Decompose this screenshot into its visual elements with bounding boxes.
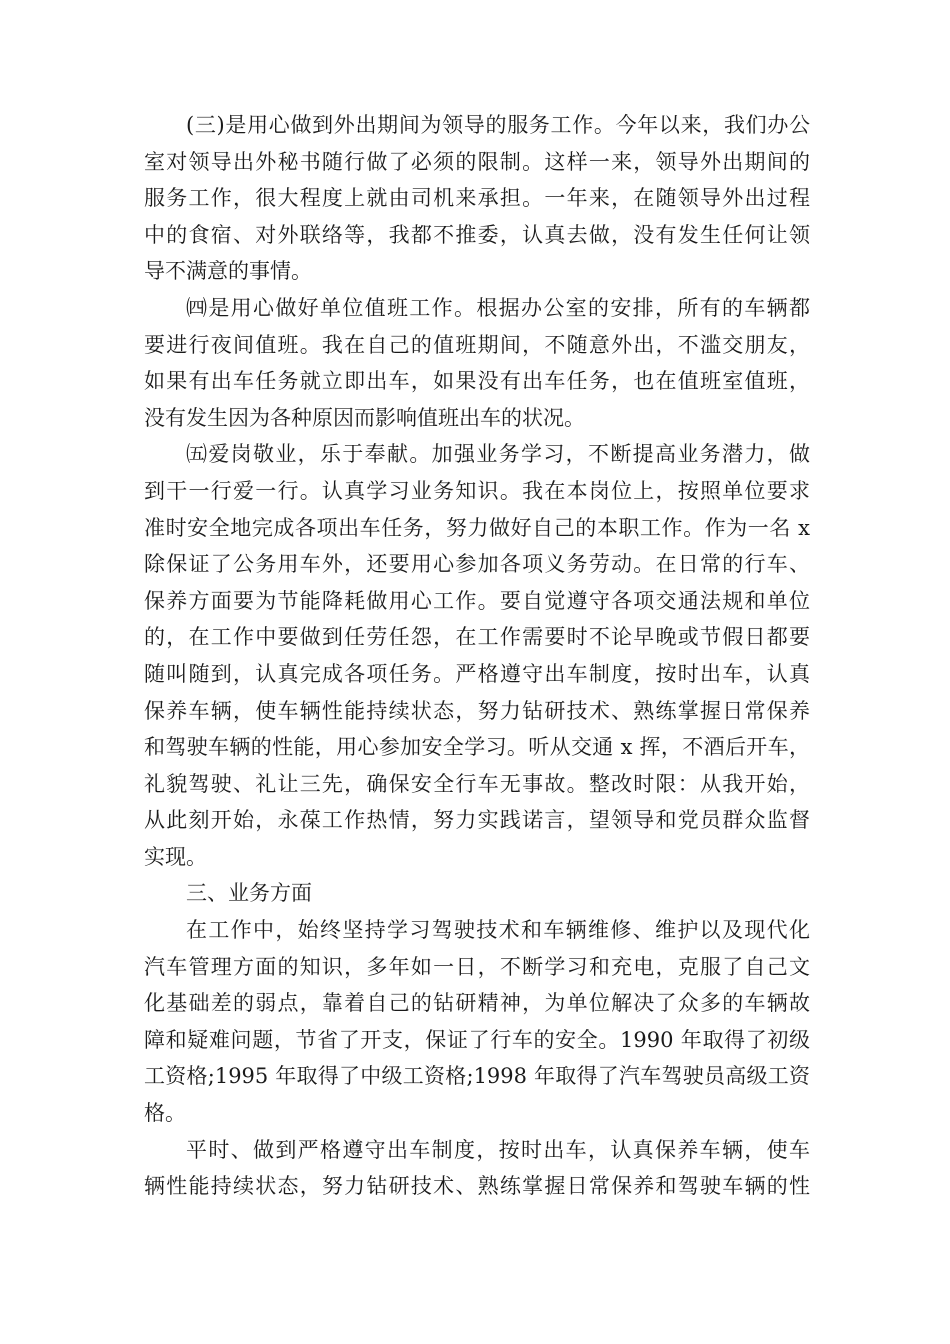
text-line: 实现。 [144, 844, 207, 869]
text-line: 化基础差的弱点，靠着自己的钻研精神，为单位解决了众多的车辆故 [144, 991, 810, 1016]
text-line: 没有发生因为各种原因而影响值班出车的状况。 [144, 405, 585, 430]
text-line: 保养方面要为节能降耗做用心工作。要自觉遵守各项交通法规和单位 [144, 588, 810, 613]
text-line: 准时安全地完成各项出车任务，努力做好自己的本职工作。作为一名 x [144, 515, 810, 540]
text-line: 和驾驶车辆的性能，用心参加安全学习。听从交通 x 挥，不酒后开车， [144, 735, 810, 760]
text-line: 的，在工作中要做到任劳任怨，在工作需要时不论早晚或节假日都要 [144, 625, 810, 650]
text-line: 保养车辆，使车辆性能持续状态，努力钻研技术、熟练掌握日常保养 [144, 698, 810, 723]
text-line: 在工作中，始终坚持学习驾驶技术和车辆维修、维护以及现代化 [186, 918, 810, 943]
text-line: 导不满意的事情。 [144, 259, 312, 284]
text-line: 汽车管理方面的知识，多年如一日，不断学习和充电，克服了自己文 [144, 954, 810, 979]
text-line: 工资格;1995 年取得了中级工资格;1998 年取得了汽车驾驶员高级工资 [144, 1064, 810, 1089]
text-line: 礼貌驾驶、礼让三先，确保安全行车无事故。整改时限：从我开始， [144, 771, 810, 796]
text-line: 格。 [144, 1101, 186, 1126]
text-line: (三)是用心做到外出期间为领导的服务工作。今年以来，我们办公 [186, 113, 810, 137]
text-line: 如果有出车任务就立即出车，如果没有出车任务，也在值班室值班， [144, 369, 810, 394]
text-line: ㈣是用心做好单位值班工作。根据办公室的安排，所有的车辆都 [186, 295, 810, 320]
text-line: 到干一行爱一行。认真学习业务知识。我在本岗位上，按照单位要求 [144, 478, 810, 503]
text-line: 室对领导出外秘书随行做了必须的限制。这样一来，领导外出期间的 [144, 149, 810, 174]
text-line: 除保证了公务用车外，还要用心参加各项义务劳动。在日常的行车、 [144, 552, 810, 577]
text-line: 平时、做到严格遵守出车制度，按时出车，认真保养车辆，使车 [186, 1137, 810, 1162]
text-line: 辆性能持续状态，努力钻研技术、熟练掌握日常保养和驾驶车辆的性 [144, 1174, 810, 1199]
text-line: 中的食宿、对外联络等，我都不推委，认真去做，没有发生任何让领 [144, 222, 810, 247]
text-line: 随叫随到，认真完成各项任务。严格遵守出车制度，按时出车，认真 [144, 661, 810, 686]
text-line: ㈤爱岗敬业，乐于奉献。加强业务学习，不断提高业务潜力，做 [186, 442, 810, 467]
text-line: 障和疑难问题，节省了开支，保证了行车的安全。1990 年取得了初级 [144, 1027, 810, 1052]
text-line: 要进行夜间值班。我在自己的值班期间，不随意外出，不滥交朋友， [144, 332, 810, 357]
text-line: 从此刻开始，永葆工作热情，努力实践诺言，望领导和党员群众监督 [144, 808, 810, 833]
document-body [144, 107, 810, 1205]
text-line: 服务工作，很大程度上就由司机来承担。一年来，在随领导外出过程 [144, 186, 810, 211]
text-line: 三、业务方面 [186, 881, 312, 906]
